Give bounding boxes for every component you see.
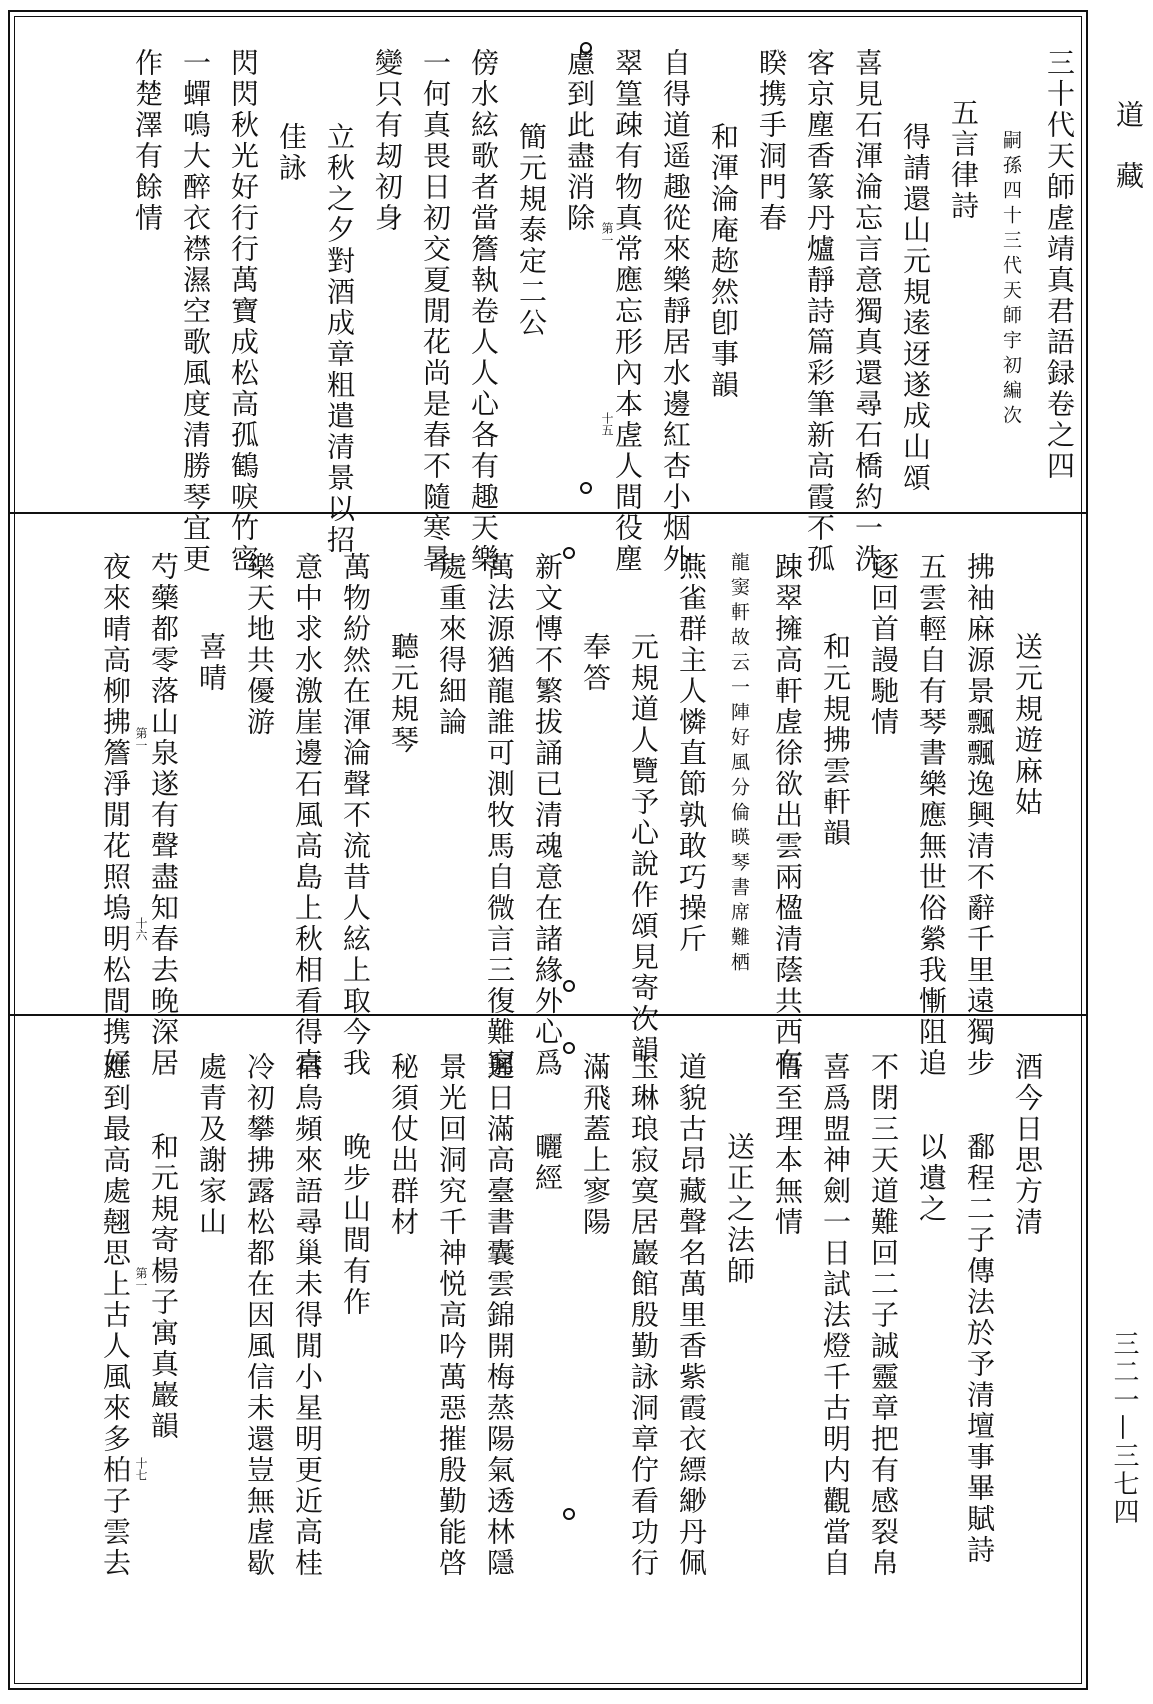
poem-line: 遲日滿高臺書囊雲錦開梅蒸陽氣透林隱 xyxy=(483,1052,516,1579)
poem-line: 變只有刼初身 xyxy=(371,48,404,234)
poem-line: 喜爲盟神劍一日試法燈千古明内觀當自 xyxy=(819,1052,852,1579)
poem-line: 酒今日思方清 xyxy=(1011,1052,1044,1238)
poem-line: 芍藥都零落山泉遂有聲盡知春去晚深居 xyxy=(147,552,180,1079)
poem-line: 閃閃秋光好行行萬寶成松高孤鶴唳竹密 xyxy=(227,48,260,575)
compiler-line: 嗣孫四十三代天師宇初編次 xyxy=(1000,130,1022,430)
commentary-line: 龍窦軒故云一陣好風分倫暎琴書席難栖 xyxy=(728,552,750,977)
poem-line: 一蟬鳴大醉衣襟濕空歌風度清勝琴宜更 xyxy=(179,48,212,575)
circle-mark xyxy=(580,482,592,494)
page-number: 三二一—三七四 xyxy=(1109,1330,1139,1526)
poem-title: 佳詠 xyxy=(275,122,308,184)
poem-title: 喜晴 xyxy=(195,632,228,694)
poem-line: 喜見石渾淪忘言意獨真還尋石橋約一洗 xyxy=(851,48,884,575)
poem-title: 立秋之夕對酒成章粗遣清景以招 xyxy=(323,122,356,556)
poem-title: 得請還山元規逺迓遂成山頌 xyxy=(899,122,932,494)
block-number: 十五 xyxy=(600,412,614,436)
poem-title: 送元規遊麻姑 xyxy=(1011,632,1044,818)
poem-line: 一何真畏日初交夏閒花尚是春不隨寒暑 xyxy=(419,48,452,575)
poem-title: 奉答 xyxy=(579,632,612,694)
poem-line: 萬法源猶龍誰可測牧馬自微言三復難窮 xyxy=(483,552,516,1079)
poem-line: 拂袖麻源景飄飄逸興清不辭千里遠獨步 xyxy=(963,552,996,1079)
circle-mark xyxy=(563,1042,575,1054)
poem-line: 滿飛蓋上寥陽 xyxy=(579,1052,612,1238)
poem-line: 自得道遥趣從來樂靜居水邊紅杏小烟外 xyxy=(659,48,692,575)
block-marker: 第一 xyxy=(134,727,148,751)
poem-line: 五雲輕自有琴書樂應無世俗縈我慚阻追 xyxy=(915,552,948,1079)
circle-mark xyxy=(563,547,575,559)
circle-mark xyxy=(563,1508,575,1520)
poem-line: 新文慱不繁拔誦已清魂意在諸緣外心爲 xyxy=(531,552,564,1079)
circle-mark xyxy=(580,42,592,54)
poem-line: 慮到此盡消除 xyxy=(563,48,596,234)
poem-title: 聽元規琴 xyxy=(387,632,420,756)
poem-line: 冷初攀拂露松都在因風信未還豈無虗歇 xyxy=(243,1052,276,1579)
panel-divider-1 xyxy=(10,512,1086,514)
poem-line: 作楚澤有餘情 xyxy=(131,48,164,234)
collection-name: 道 藏 xyxy=(1112,100,1145,201)
poem-title: 曬經 xyxy=(531,1132,564,1194)
block-marker: 第一 xyxy=(600,222,614,246)
poem-line: 宿鳥頻來語尋巢未得閒小星明更近高桂 xyxy=(291,1052,324,1579)
poem-line: 翠篁疎有物真常應忘形內本虗人間役塵 xyxy=(611,48,644,575)
poem-line: 客京塵香篆丹爐靜詩篇彩筆新高霞不孤 xyxy=(803,48,836,575)
section-heading: 五言律詩 xyxy=(947,98,980,222)
poem-line: 處青及謝家山 xyxy=(195,1052,228,1238)
poem-title: 晚步山間有作 xyxy=(339,1132,372,1318)
poem-title: 送正之法師 xyxy=(723,1132,756,1287)
poem-line: 處重來得細論 xyxy=(435,552,468,738)
page-frame xyxy=(8,10,1088,1690)
poem-line: 傍水絃歌者當簷執卷人人心各有趣天樂 xyxy=(467,48,500,575)
poem-title: 以遺之 xyxy=(915,1132,948,1225)
block-number: 十六 xyxy=(134,917,148,941)
poem-line: 樂天地共優游 xyxy=(243,552,276,738)
poem-line: 燕雀群主人憐直節孰敢巧操斤 xyxy=(675,552,708,955)
volume-title: 三十代天師虗靖真君語録卷之四 xyxy=(1043,48,1076,482)
poem-line: 應到最高處翹思上古人風來多柏子雲去 xyxy=(99,1052,132,1579)
poem-title: 和元規寄楊子寓真巖韻 xyxy=(147,1132,180,1442)
poem-line: 秘須仗出群材 xyxy=(387,1052,420,1238)
poem-title: 簡元規泰定二公 xyxy=(515,122,548,339)
poem-line: 夜來晴高柳拂簷淨閒花照塢明松間携好 xyxy=(99,552,132,1079)
poem-line: 逐回首謾馳情 xyxy=(867,552,900,738)
block-number: 十七 xyxy=(134,1457,148,1481)
poem-line: 意中求水激崖邊石風高島上秋相看得真 xyxy=(291,552,324,1079)
poem-line: 景光回洞究千神悦高吟萬惡摧殷勤能啓 xyxy=(435,1052,468,1579)
poem-title: 鄱程二子傳法於予清壇事畢賦詩 xyxy=(963,1132,996,1566)
poem-line: 踈翠擁高軒虗徐欲出雲兩楹清蔭共西有 xyxy=(771,552,804,1079)
poem-line: 睽携手洞門春 xyxy=(755,48,788,234)
poem-line: 道貌古昂藏聲名萬里香紫霞衣縹緲丹佩 xyxy=(675,1052,708,1579)
circle-mark xyxy=(563,980,575,992)
poem-line: 玉琳琅寂寞居巖館殷勤詠洞章佇看功行 xyxy=(627,1052,660,1579)
poem-line: 悟至理本無情 xyxy=(771,1052,804,1238)
poem-title: 和渾淪庵趂然卽事韻 xyxy=(707,122,740,401)
block-marker: 第一 xyxy=(134,1267,148,1291)
poem-title: 元規道人覽予心說作頌見寄次韻 xyxy=(627,632,660,1066)
poem-line: 不閉三天道難回二子誠靈章把有感裂帛 xyxy=(867,1052,900,1579)
poem-title: 和元規拂雲軒韻 xyxy=(819,632,852,849)
poem-line: 萬物紛然在渾淪聲不流昔人絃上取今我 xyxy=(339,552,372,1079)
